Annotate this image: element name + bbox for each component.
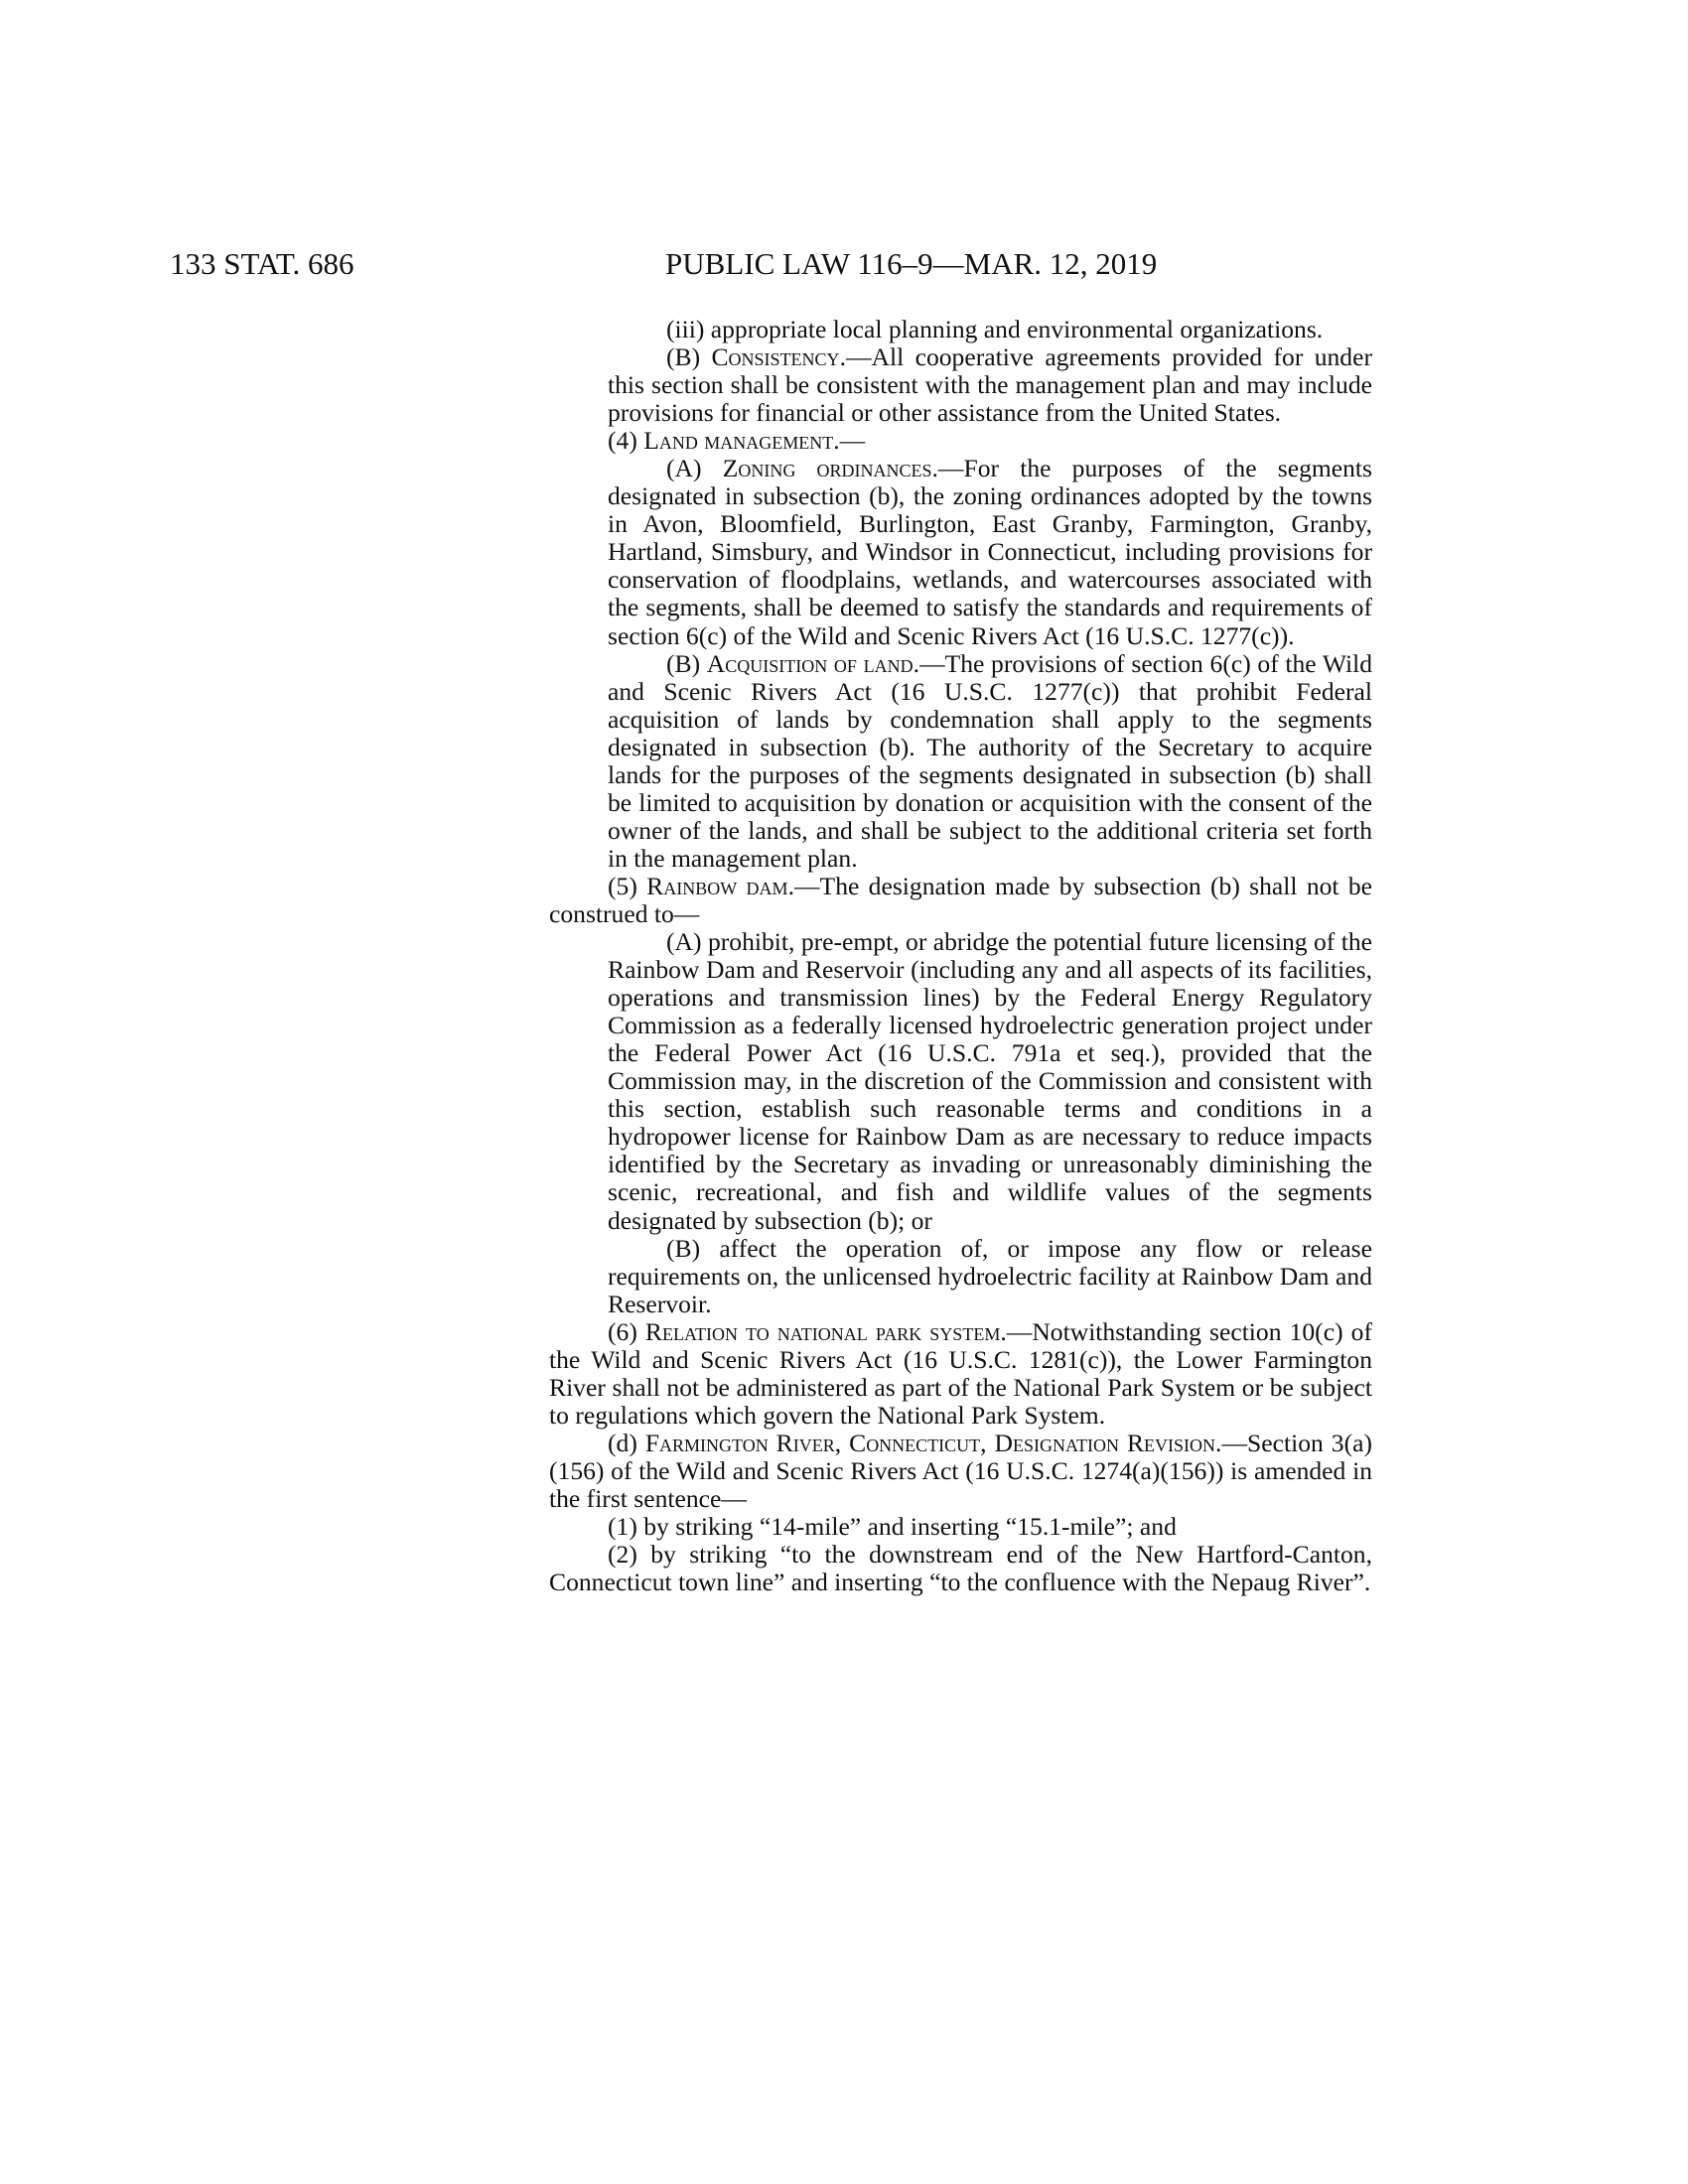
para-d1: (1) by striking “14-mile” and inserting “15.1-mile”; and [608, 1512, 1177, 1542]
para-national-park: (6) Relation to national park system.—Notwithstanding section 10(c) of the Wild and Scenic Rivers Act (16 U.S.C. 1281(c)), the Lower Farmington River shall not be administered as part of the National Park System or be subject to regulations which govern the National Park System. [549, 1316, 1372, 1430]
heading-rainbow-dam: Rainbow dam [646, 871, 788, 900]
subsection-d: (d) Farmington River, Connecticut, Designation Revision.—Section 3(a)(156) of the Wild and Scenic Rivers Act (16 U.S.C. 1274(a)(156)) is amended in the first sentence— [549, 1428, 1372, 1513]
heading-national-park: Relation to national park system [644, 1316, 1001, 1346]
document-body [549, 316, 1372, 1596]
subpara-acquisition: (B) Acquisition of land.—The provisions of section 6(c) of the Wild and Scenic Rivers Act (16 U.S.C. 1277(c)) that prohibit Federal acquisition of lands by condemnation shall apply to the segments designated in subsection (b). The authority of the Secretary to acquire lands for the purposes of the segments designated in subsection (b) shall be limited to acquisition by donation or acquisition with the consent of the owner of the lands, and shall be subject to the additional criteria set forth in the management plan. [608, 648, 1373, 873]
heading-land-management: Land management [643, 426, 834, 456]
heading-designation-revision: Farmington River, Connecticut, Designation Revision [644, 1428, 1216, 1457]
statute-citation: 133 STAT. 686 [170, 246, 354, 281]
subpara-5A: (A) prohibit, pre-empt, or abridge the potential future licensing of the Rainbow Dam and Reservoir (including any and all aspects of its facilities, operations and transmission lines) by the Federal Energy Regulatory Commission as a federally licensed hydroelectric generation project under the Federal Power Act (16 U.S.C. 791a et seq.), provided that the Commission may, in the discretion of the Commission and consistent with this section, establish such reasonable terms and conditions in a hydropower license for Rainbow Dam as are necessary to reduce impacts identified by the Secretary as invading or unreasonably diminishing the scenic, recreational, and fish and wildlife values of the segments designated by subsection (b); or [608, 927, 1372, 1235]
running-head: PUBLIC LAW 116–9—MAR. 12, 2019 [665, 246, 1158, 281]
heading-zoning: Zoning ordinances [722, 454, 932, 483]
para-rainbow-dam: (5) Rainbow dam.—The designation made by subsection (b) shall not be construed to— [549, 871, 1372, 928]
heading-consistency: Consistency [711, 342, 840, 372]
heading-acquisition: Acquisition of land [706, 648, 914, 678]
subpara-consistency: (B) Consistency.—All cooperative agreements provided for under this section shall be consistent with the management plan and may include provisions for financial or other assistance from the United States. [608, 342, 1372, 428]
subpara-5B: (B) affect the operation of, or impose any flow or release requirements on, the unlicensed hydroelectric facility at Rainbow Dam and Reservoir. [608, 1233, 1372, 1318]
subpara-zoning: (A) Zoning ordinances.—For the purposes of the segments designated in subsection (b), the zoning ordinances adopted by the towns in Avon, Bloomfield, Burlington, East Granby, Farmington, Granby, Hartland, Simsbury, and Windsor in Connecticut, including provisions for conservation of floodplains, wetlands, and watercourses associated with the segments, shall be deemed to satisfy the standards and requirements of section 6(c) of the Wild and Scenic Rivers Act (16 U.S.C. 1277(c)). [608, 454, 1373, 650]
page-header [0, 246, 1688, 286]
para-d2: (2) by striking “to the downstream end of the New Hartford-Canton, Connecticut town line” and inserting “to the confluence with the Nepaug River”. [549, 1540, 1372, 1597]
para-land-management: (4) Land management.— [608, 426, 866, 456]
clause-iii: (iii) appropriate local planning and environmental organizations. [666, 315, 1324, 343]
